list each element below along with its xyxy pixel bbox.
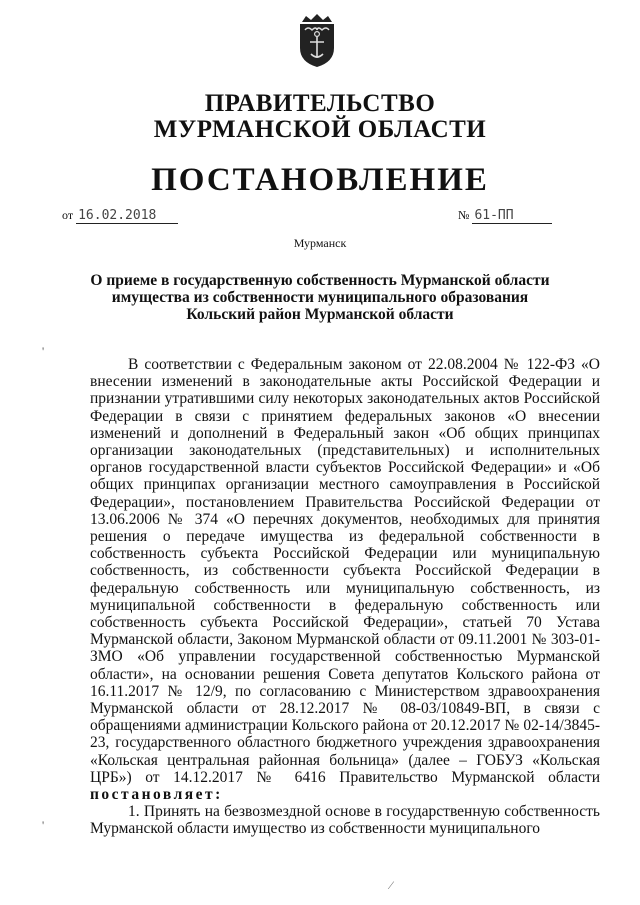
document-body xyxy=(90,356,600,838)
margin-mark: ' xyxy=(42,344,45,358)
org-name-line2: МУРМАНСКОЙ ОБЛАСТИ xyxy=(153,116,487,143)
decree-word: постановляет: xyxy=(90,786,223,804)
number-prefix: № xyxy=(458,208,470,222)
margin-mark: ' xyxy=(42,818,45,832)
city-name: Мурманск xyxy=(293,236,347,250)
clause-1: 1. Принять на безвозмездной основе в государственную собственность Мурманской области имущество из собственности муниципального xyxy=(90,803,600,838)
number-field xyxy=(458,208,552,224)
document-type: ПОСТАНОВЛЕНИЕ xyxy=(151,162,489,198)
scan-mark: ⁄ xyxy=(390,878,393,892)
number-value: 61-ПП xyxy=(472,209,552,224)
org-name-line1: ПРАВИТЕЛЬСТВО xyxy=(204,90,436,117)
date-prefix: от xyxy=(62,208,74,222)
preamble-text: В соответствии с Федеральным законом от 22.08.2004 № 122-ФЗ «О внесении изменений в законодательные акты Российской Федерации и признании утратившими силу некоторых законодательных актов Российской Федерации в связи с принятием федеральных законов «О внесении изменений и дополнений в Федеральный закон «Об общих принципах организации законодательных (представительных) и исполнительных органов государственной власти субъектов Российской Федерации» и «Об общих принципах организации местного самоуправления в Российской Федерации», постановлением Правительства Российской Федерации от 13.06.2006 № 374 «О перечнях документов, необходимых для принятия решения о передаче имущества из федеральной собственности в собственность субъекта Российской Федерации или муниципальную собственность, из собственности субъекта Российской Федерации в федеральную собственность или муниципальную собственность, из муниципальной собственности в федеральную собственность или собственность субъекта Российской Федерации», статьей 70 Устава Мурманской области, Законом Мурманской области от 09.11.2001 № 303-01-ЗМО «Об управлении государственной собственностью Мурманской области», на основании решения Совета депутатов Кольского района от 16.11.2017 № 12/9, по согласованию с Министерством здравоохранения Мурманской области от 28.12.2017 № 08-03/10849-ВП, в связи с обращениями администрации Кольского района от 20.12.2017 № 02-14/3845-23, государственного областного бюджетного учреждения здравоохранения «Кольская центральная районная больница» (далее – ГОБУЗ «Кольская ЦРБ») от 14.12.2017 № 6416 Правительство Мурманской области xyxy=(90,356,600,786)
preamble-paragraph xyxy=(90,356,600,803)
coat-of-arms-icon xyxy=(294,12,340,68)
date-field xyxy=(62,208,178,224)
date-value: 16.02.2018 xyxy=(76,209,178,224)
document-subject: О приеме в государственную собственность Мурманской области имущества из собственности муниципального образования Кольский район Мурманской области xyxy=(90,272,550,323)
